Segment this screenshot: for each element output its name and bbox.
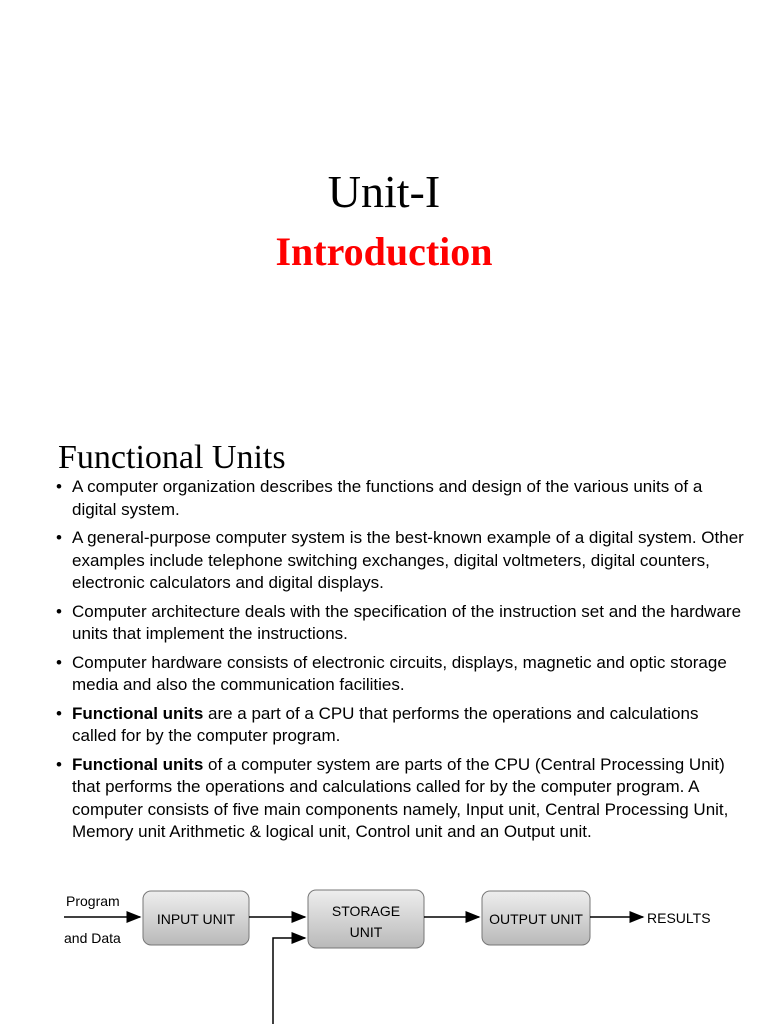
bullet-text: A computer organization describes the functions and design of the various units of a digital system.	[72, 477, 703, 519]
functional-units-diagram	[0, 880, 768, 1024]
introduction-title: Introduction	[275, 229, 493, 274]
bullet-item	[56, 601, 746, 646]
feedback-arrow	[273, 938, 305, 1024]
input-unit-label: INPUT UNIT	[156, 911, 236, 927]
bullet-lead: Functional units	[72, 754, 204, 774]
bullet-item	[56, 754, 746, 844]
bullet-text: of a computer system are parts of the CPU (Central Processing Unit) that performs the operations and calculations called for by the computer program. A computer consists of five main components namely, Input unit, Central Processing Unit, Memory unit Arithmetic & logical unit, Control unit and an Output unit.	[72, 754, 729, 841]
storage-unit-label-line1: STORAGE	[331, 903, 401, 919]
bullet-text: Computer hardware consists of electronic circuits, displays, magnetic and optic storage media and also the communication facilities.	[72, 652, 727, 694]
bullet-text: A general-purpose computer system is the best-known example of a digital system. Other examples include telephone switching exchanges, digital voltmeters, digital counters, electronic calculators and digital displays.	[72, 528, 744, 592]
and-data-label: and Data	[64, 930, 121, 946]
bullet-item	[56, 476, 746, 521]
bullet-item	[56, 703, 746, 748]
output-unit-label: OUTPUT UNIT	[489, 911, 583, 927]
section-title: Functional Units	[58, 439, 286, 476]
bullet-lead: Functional units	[72, 703, 204, 723]
results-label: RESULTS	[647, 910, 711, 926]
program-label: Program	[66, 893, 120, 909]
bullet-text: are a part of a CPU that performs the operations and calculations called for by the computer program.	[72, 703, 699, 745]
bullet-item	[56, 652, 746, 697]
storage-unit-label-line2: UNIT	[349, 924, 383, 940]
unit-title: Unit-I	[327, 166, 441, 217]
bullet-list	[56, 476, 746, 850]
bullet-text: Computer architecture deals with the specification of the instruction set and the hardware units that implement the instructions.	[72, 601, 742, 643]
bullet-item	[56, 527, 746, 595]
